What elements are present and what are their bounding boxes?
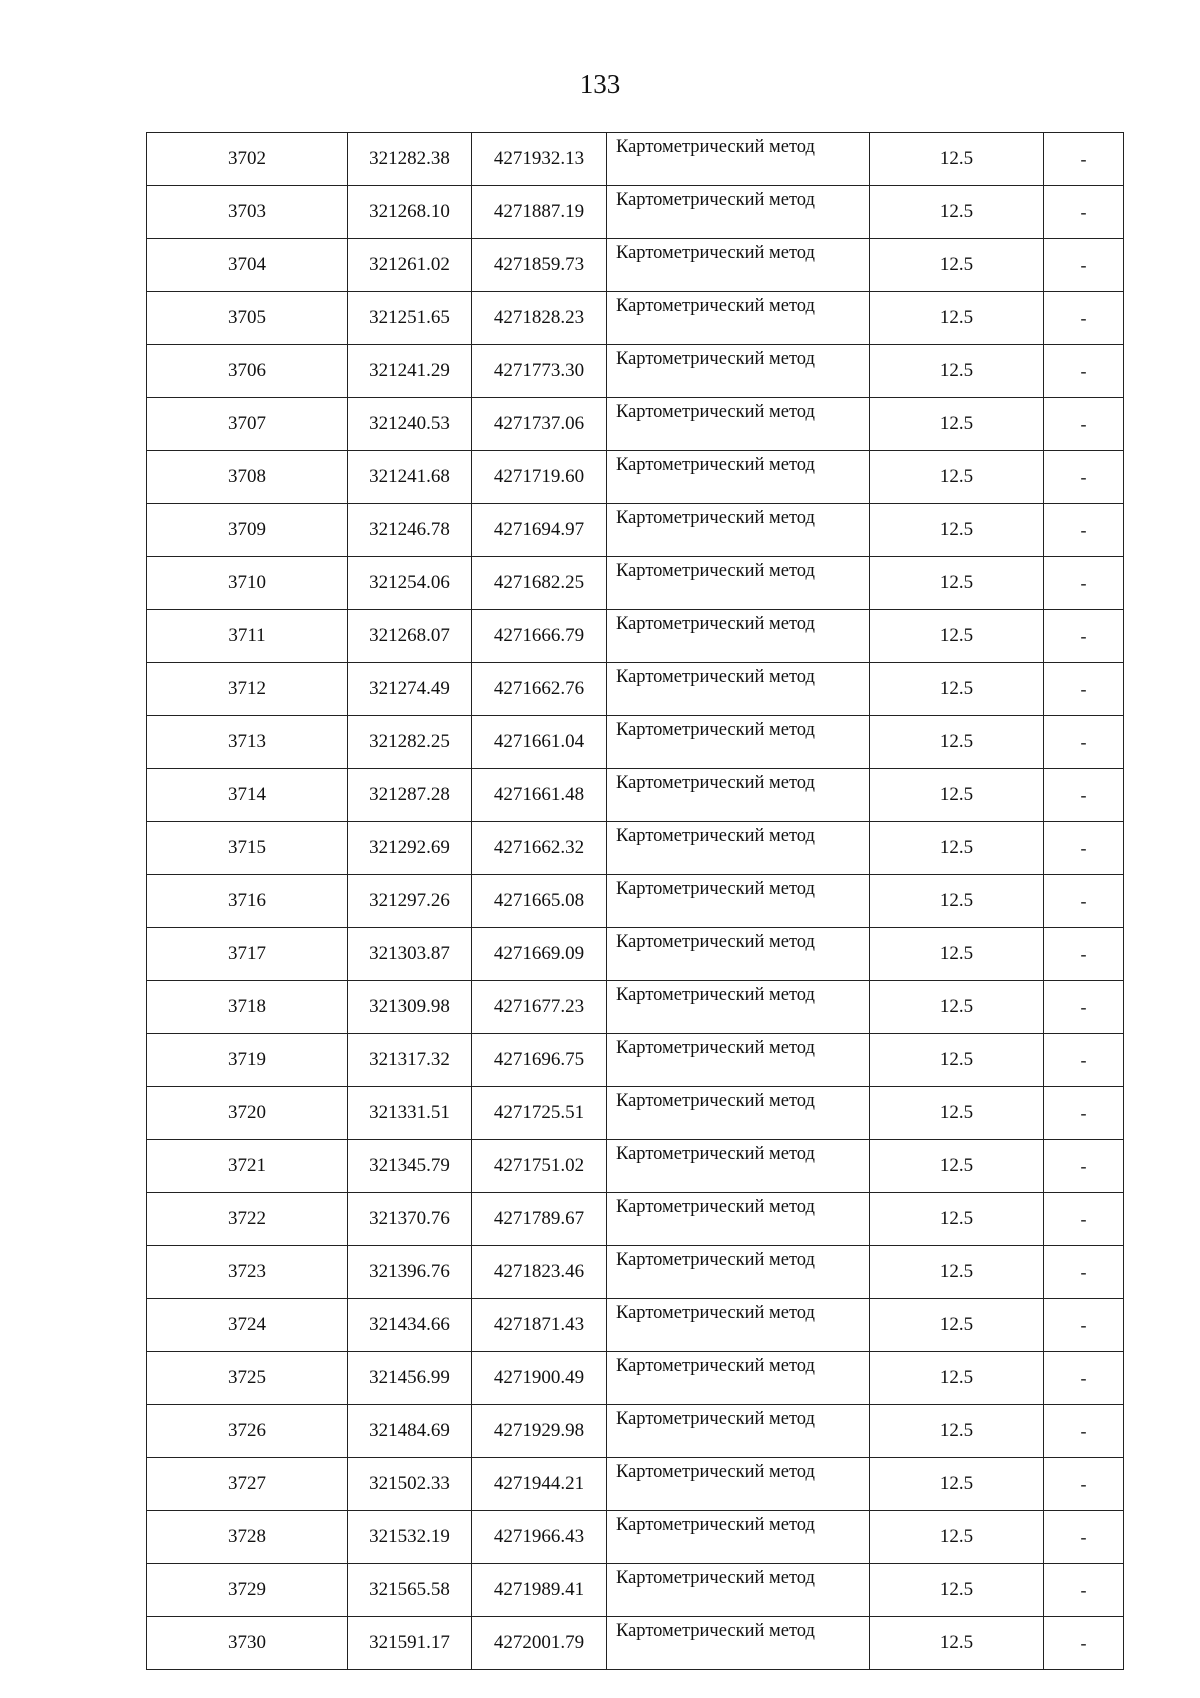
note-cell: -: [1044, 981, 1124, 1034]
note-cell: -: [1044, 504, 1124, 557]
note-cell: -: [1044, 1140, 1124, 1193]
error-cell: 12.5: [870, 1352, 1044, 1405]
x-coordinate-cell: 321241.29: [348, 345, 472, 398]
method-cell: Картометрический метод: [607, 663, 870, 716]
note-cell: -: [1044, 451, 1124, 504]
x-coordinate-cell: 321254.06: [348, 557, 472, 610]
point-number-cell: 3720: [147, 1087, 348, 1140]
method-cell: Картометрический метод: [607, 822, 870, 875]
table-row: [147, 1617, 1124, 1670]
y-coordinate-cell: 4271929.98: [472, 1405, 607, 1458]
point-number-cell: 3710: [147, 557, 348, 610]
y-coordinate-cell: 4271661.48: [472, 769, 607, 822]
error-cell: 12.5: [870, 663, 1044, 716]
point-number-cell: 3712: [147, 663, 348, 716]
x-coordinate-cell: 321532.19: [348, 1511, 472, 1564]
table-row: [147, 292, 1124, 345]
table-row: [147, 1352, 1124, 1405]
y-coordinate-cell: 4271828.23: [472, 292, 607, 345]
point-number-cell: 3729: [147, 1564, 348, 1617]
x-coordinate-cell: 321282.25: [348, 716, 472, 769]
table-row: [147, 451, 1124, 504]
point-number-cell: 3716: [147, 875, 348, 928]
method-cell: Картометрический метод: [607, 186, 870, 239]
table-row: [147, 1140, 1124, 1193]
note-cell: -: [1044, 1299, 1124, 1352]
table-row: [147, 1193, 1124, 1246]
x-coordinate-cell: 321297.26: [348, 875, 472, 928]
y-coordinate-cell: 4271665.08: [472, 875, 607, 928]
note-cell: -: [1044, 1352, 1124, 1405]
method-cell: Картометрический метод: [607, 1352, 870, 1405]
table-row: [147, 398, 1124, 451]
y-coordinate-cell: 4271944.21: [472, 1458, 607, 1511]
x-coordinate-cell: 321287.28: [348, 769, 472, 822]
y-coordinate-cell: 4271694.97: [472, 504, 607, 557]
point-number-cell: 3723: [147, 1246, 348, 1299]
error-cell: 12.5: [870, 1617, 1044, 1670]
point-number-cell: 3717: [147, 928, 348, 981]
y-coordinate-cell: 4271677.23: [472, 981, 607, 1034]
point-number-cell: 3725: [147, 1352, 348, 1405]
point-number-cell: 3713: [147, 716, 348, 769]
method-cell: Картометрический метод: [607, 1511, 870, 1564]
error-cell: 12.5: [870, 822, 1044, 875]
y-coordinate-cell: 4271871.43: [472, 1299, 607, 1352]
error-cell: 12.5: [870, 1458, 1044, 1511]
x-coordinate-cell: 321292.69: [348, 822, 472, 875]
method-cell: Картометрический метод: [607, 345, 870, 398]
table-row: [147, 928, 1124, 981]
error-cell: 12.5: [870, 1246, 1044, 1299]
point-number-cell: 3721: [147, 1140, 348, 1193]
note-cell: -: [1044, 928, 1124, 981]
y-coordinate-cell: 4271789.67: [472, 1193, 607, 1246]
x-coordinate-cell: 321456.99: [348, 1352, 472, 1405]
point-number-cell: 3707: [147, 398, 348, 451]
y-coordinate-cell: 4271932.13: [472, 133, 607, 186]
y-coordinate-cell: 4271725.51: [472, 1087, 607, 1140]
table-row: [147, 186, 1124, 239]
method-cell: Картометрический метод: [607, 1140, 870, 1193]
table-row: [147, 133, 1124, 186]
x-coordinate-cell: 321502.33: [348, 1458, 472, 1511]
x-coordinate-cell: 321268.07: [348, 610, 472, 663]
note-cell: -: [1044, 1564, 1124, 1617]
method-cell: Картометрический метод: [607, 610, 870, 663]
table-row: [147, 345, 1124, 398]
note-cell: -: [1044, 1087, 1124, 1140]
y-coordinate-cell: 4271966.43: [472, 1511, 607, 1564]
method-cell: Картометрический метод: [607, 1193, 870, 1246]
y-coordinate-cell: 4271661.04: [472, 716, 607, 769]
point-number-cell: 3711: [147, 610, 348, 663]
method-cell: Картометрический метод: [607, 292, 870, 345]
x-coordinate-cell: 321261.02: [348, 239, 472, 292]
error-cell: 12.5: [870, 557, 1044, 610]
error-cell: 12.5: [870, 928, 1044, 981]
error-cell: 12.5: [870, 769, 1044, 822]
table-row: [147, 716, 1124, 769]
error-cell: 12.5: [870, 610, 1044, 663]
error-cell: 12.5: [870, 1405, 1044, 1458]
x-coordinate-cell: 321309.98: [348, 981, 472, 1034]
method-cell: Картометрический метод: [607, 239, 870, 292]
note-cell: -: [1044, 716, 1124, 769]
error-cell: 12.5: [870, 1511, 1044, 1564]
method-cell: Картометрический метод: [607, 1458, 870, 1511]
x-coordinate-cell: 321434.66: [348, 1299, 472, 1352]
method-cell: Картометрический метод: [607, 1564, 870, 1617]
point-number-cell: 3730: [147, 1617, 348, 1670]
page-number: 133: [579, 69, 621, 99]
x-coordinate-cell: 321317.32: [348, 1034, 472, 1087]
method-cell: Картометрический метод: [607, 1405, 870, 1458]
note-cell: -: [1044, 822, 1124, 875]
y-coordinate-cell: 4271662.32: [472, 822, 607, 875]
point-number-cell: 3708: [147, 451, 348, 504]
note-cell: -: [1044, 1193, 1124, 1246]
method-cell: Картометрический метод: [607, 928, 870, 981]
x-coordinate-cell: 321331.51: [348, 1087, 472, 1140]
y-coordinate-cell: 4271900.49: [472, 1352, 607, 1405]
error-cell: 12.5: [870, 1299, 1044, 1352]
note-cell: -: [1044, 239, 1124, 292]
note-cell: -: [1044, 1617, 1124, 1670]
point-number-cell: 3702: [147, 133, 348, 186]
note-cell: -: [1044, 186, 1124, 239]
point-number-cell: 3718: [147, 981, 348, 1034]
error-cell: 12.5: [870, 398, 1044, 451]
table-row: [147, 504, 1124, 557]
x-coordinate-cell: 321484.69: [348, 1405, 472, 1458]
note-cell: -: [1044, 610, 1124, 663]
error-cell: 12.5: [870, 504, 1044, 557]
point-number-cell: 3705: [147, 292, 348, 345]
note-cell: -: [1044, 1246, 1124, 1299]
table-row: [147, 1087, 1124, 1140]
table-row: [147, 1405, 1124, 1458]
y-coordinate-cell: 4271696.75: [472, 1034, 607, 1087]
error-cell: 12.5: [870, 345, 1044, 398]
method-cell: Картометрический метод: [607, 133, 870, 186]
x-coordinate-cell: 321268.10: [348, 186, 472, 239]
point-number-cell: 3724: [147, 1299, 348, 1352]
y-coordinate-cell: 4271989.41: [472, 1564, 607, 1617]
note-cell: -: [1044, 663, 1124, 716]
y-coordinate-cell: 4271887.19: [472, 186, 607, 239]
point-number-cell: 3728: [147, 1511, 348, 1564]
y-coordinate-cell: 4271823.46: [472, 1246, 607, 1299]
y-coordinate-cell: 4271737.06: [472, 398, 607, 451]
point-number-cell: 3726: [147, 1405, 348, 1458]
y-coordinate-cell: 4271669.09: [472, 928, 607, 981]
y-coordinate-cell: 4272001.79: [472, 1617, 607, 1670]
error-cell: 12.5: [870, 1193, 1044, 1246]
method-cell: Картометрический метод: [607, 504, 870, 557]
point-number-cell: 3719: [147, 1034, 348, 1087]
method-cell: Картометрический метод: [607, 716, 870, 769]
note-cell: -: [1044, 1511, 1124, 1564]
point-number-cell: 3727: [147, 1458, 348, 1511]
note-cell: -: [1044, 133, 1124, 186]
table-row: [147, 769, 1124, 822]
error-cell: 12.5: [870, 451, 1044, 504]
x-coordinate-cell: 321240.53: [348, 398, 472, 451]
error-cell: 12.5: [870, 133, 1044, 186]
x-coordinate-cell: 321274.49: [348, 663, 472, 716]
y-coordinate-cell: 4271751.02: [472, 1140, 607, 1193]
method-cell: Картометрический метод: [607, 451, 870, 504]
point-number-cell: 3706: [147, 345, 348, 398]
point-number-cell: 3703: [147, 186, 348, 239]
method-cell: Картометрический метод: [607, 981, 870, 1034]
table-row: [147, 610, 1124, 663]
point-number-cell: 3722: [147, 1193, 348, 1246]
note-cell: -: [1044, 1458, 1124, 1511]
method-cell: Картометрический метод: [607, 1617, 870, 1670]
method-cell: Картометрический метод: [607, 557, 870, 610]
table-row: [147, 981, 1124, 1034]
point-number-cell: 3704: [147, 239, 348, 292]
method-cell: Картометрический метод: [607, 1246, 870, 1299]
x-coordinate-cell: 321246.78: [348, 504, 472, 557]
method-cell: Картометрический метод: [607, 398, 870, 451]
note-cell: -: [1044, 557, 1124, 610]
error-cell: 12.5: [870, 875, 1044, 928]
note-cell: -: [1044, 398, 1124, 451]
method-cell: Картометрический метод: [607, 1034, 870, 1087]
x-coordinate-cell: 321370.76: [348, 1193, 472, 1246]
note-cell: -: [1044, 875, 1124, 928]
table-row: [147, 875, 1124, 928]
method-cell: Картометрический метод: [607, 1087, 870, 1140]
method-cell: Картометрический метод: [607, 1299, 870, 1352]
x-coordinate-cell: 321241.68: [348, 451, 472, 504]
error-cell: 12.5: [870, 981, 1044, 1034]
note-cell: -: [1044, 292, 1124, 345]
note-cell: -: [1044, 1405, 1124, 1458]
coordinates-table-body: [147, 133, 1124, 1670]
table-row: [147, 239, 1124, 292]
x-coordinate-cell: 321591.17: [348, 1617, 472, 1670]
table-row: [147, 557, 1124, 610]
y-coordinate-cell: 4271773.30: [472, 345, 607, 398]
error-cell: 12.5: [870, 186, 1044, 239]
y-coordinate-cell: 4271662.76: [472, 663, 607, 716]
table-row: [147, 1034, 1124, 1087]
table-row: [147, 822, 1124, 875]
note-cell: -: [1044, 345, 1124, 398]
table-row: [147, 1564, 1124, 1617]
table-row: [147, 1299, 1124, 1352]
y-coordinate-cell: 4271859.73: [472, 239, 607, 292]
point-number-cell: 3714: [147, 769, 348, 822]
x-coordinate-cell: 321303.87: [348, 928, 472, 981]
x-coordinate-cell: 321251.65: [348, 292, 472, 345]
point-number-cell: 3709: [147, 504, 348, 557]
error-cell: 12.5: [870, 716, 1044, 769]
x-coordinate-cell: 321345.79: [348, 1140, 472, 1193]
table-row: [147, 1246, 1124, 1299]
table-row: [147, 1511, 1124, 1564]
table-row: [147, 663, 1124, 716]
error-cell: 12.5: [870, 1034, 1044, 1087]
x-coordinate-cell: 321282.38: [348, 133, 472, 186]
method-cell: Картометрический метод: [607, 769, 870, 822]
y-coordinate-cell: 4271666.79: [472, 610, 607, 663]
error-cell: 12.5: [870, 292, 1044, 345]
error-cell: 12.5: [870, 1564, 1044, 1617]
x-coordinate-cell: 321396.76: [348, 1246, 472, 1299]
error-cell: 12.5: [870, 239, 1044, 292]
note-cell: -: [1044, 1034, 1124, 1087]
note-cell: -: [1044, 769, 1124, 822]
error-cell: 12.5: [870, 1087, 1044, 1140]
error-cell: 12.5: [870, 1140, 1044, 1193]
table-row: [147, 1458, 1124, 1511]
coordinates-table: [146, 132, 1124, 1670]
point-number-cell: 3715: [147, 822, 348, 875]
x-coordinate-cell: 321565.58: [348, 1564, 472, 1617]
y-coordinate-cell: 4271719.60: [472, 451, 607, 504]
method-cell: Картометрический метод: [607, 875, 870, 928]
y-coordinate-cell: 4271682.25: [472, 557, 607, 610]
